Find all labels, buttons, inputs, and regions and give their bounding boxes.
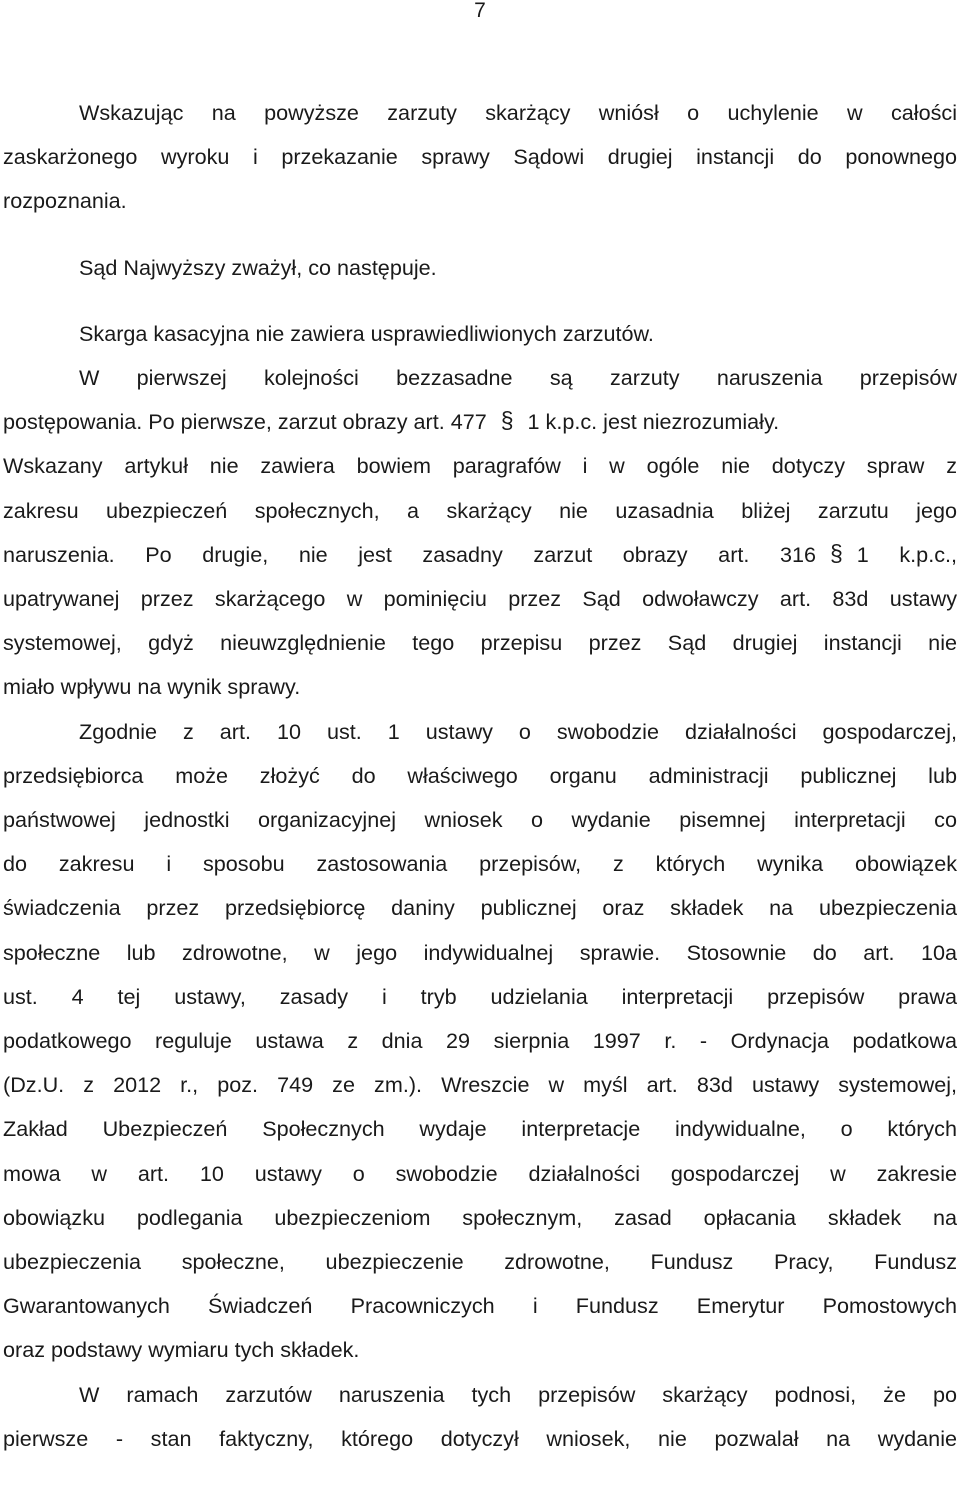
text-line: przedsiębiorca może złożyć do właściwego organu administracji publicznej lub: [3, 762, 957, 788]
text-line: świadczenia przez przedsiębiorcę daniny publicznej oraz składek na ubezpieczenia: [3, 895, 957, 921]
paragraph-court-considered: [3, 246, 957, 290]
section-sign: §: [830, 539, 843, 566]
text-line: społeczne lub zdrowotne, w jego indywidualnej sprawie. Stosownie do art. 10a: [3, 939, 957, 965]
text-line: Wskazany artykuł nie zawiera bowiem paragrafów i w ogóle nie dotyczy spraw z: [3, 453, 957, 479]
text-line: (Dz.U. z 2012 r., poz. 749 ze zm.). Wreszcie w myśl art. 83d ustawy systemowej,: [3, 1072, 957, 1098]
paragraph-procedural-charges: [3, 356, 957, 710]
text-line: podatkowego reguluje ustawa z dnia 29 sierpnia 1997 r. - Ordynacja podatkowa: [3, 1028, 957, 1054]
text-fragment: naruszenia. Po drugie, nie jest zasadny zarzut obrazy art. 316: [3, 541, 816, 567]
paragraph-appellant-argument: [3, 1373, 957, 1461]
text-line: Sąd Najwyższy zważył, co następuje.: [79, 254, 437, 280]
text-line: pierwsze - stan faktyczny, którego dotyczył wniosek, nie pozwalał na wydanie: [3, 1425, 957, 1451]
text-line: [3, 533, 957, 577]
text-line: do zakresu i sposobu zastosowania przepisów, z których wynika obowiązek: [3, 851, 957, 877]
text-fragment: 1 k.p.c. jest niezrozumiały.: [527, 409, 780, 435]
text-line: W pierwszej kolejności bezzasadne są zarzuty naruszenia przepisów: [79, 365, 957, 391]
text-line: Gwarantowanych Świadczeń Pracowniczych i Fundusz Emerytur Pomostowych: [3, 1293, 957, 1319]
text-line: miało wpływu na wynik sprawy.: [3, 674, 301, 700]
text-line: Wskazując na powyższe zarzuty skarżący wniósł o uchylenie w całości: [79, 100, 957, 125]
paragraph-cassation-verdict: [3, 312, 957, 356]
paragraph-legal-basis: [3, 710, 957, 1373]
text-line: rozpoznania.: [3, 188, 127, 214]
text-line: ust. 4 tej ustawy, zasady i tryb udzielania interpretacji przepisów prawa: [3, 983, 957, 1009]
text-line: ubezpieczenia społeczne, ubezpieczenie zdrowotne, Fundusz Pracy, Fundusz: [3, 1249, 957, 1275]
text-line: Zgodnie z art. 10 ust. 1 ustawy o swobodzie działalności gospodarczej,: [79, 718, 957, 744]
text-line: mowa w art. 10 ustawy o swobodzie działalności gospodarczej w zakresie: [3, 1160, 957, 1186]
text-line: obowiązku podlegania ubezpieczeniom społecznym, zasad opłacania składek na: [3, 1204, 957, 1230]
text-line: W ramach zarzutów naruszenia tych przepisów skarżący podnosi, że po: [79, 1381, 957, 1407]
text-line: systemowej, gdyż nieuwzględnienie tego przepisu przez Sąd drugiej instancji nie: [3, 630, 957, 656]
text-line: [3, 400, 957, 444]
text-line: Zakład Ubezpieczeń Społecznych wydaje interpretacje indywidualne, o których: [3, 1116, 957, 1142]
page-number: 7: [474, 0, 486, 22]
text-line: Skarga kasacyjna nie zawiera usprawiedliwionych zarzutów.: [79, 320, 654, 346]
text-line: upatrywanej przez skarżącego w pominięciu przez Sąd odwoławczy art. 83d ustawy: [3, 586, 957, 612]
paragraph-appeal-request: [3, 91, 957, 224]
text-line: państwowej jednostki organizacyjnej wniosek o wydanie pisemnej interpretacji co: [3, 807, 957, 833]
text-line: zaskarżonego wyroku i przekazanie sprawy Sądowi drugiej instancji do ponownego: [3, 144, 957, 170]
document-body: [3, 91, 957, 1461]
text-fragment: 1 k.p.c.,: [856, 541, 957, 567]
text-fragment: postępowania. Po pierwsze, zarzut obrazy art. 477: [3, 409, 487, 435]
text-line: oraz podstawy wymiaru tych składek.: [3, 1337, 360, 1363]
section-sign: §: [500, 407, 514, 434]
text-line: zakresu ubezpieczeń społecznych, a skarżący nie uzasadnia bliżej zarzutu jego: [3, 497, 957, 523]
